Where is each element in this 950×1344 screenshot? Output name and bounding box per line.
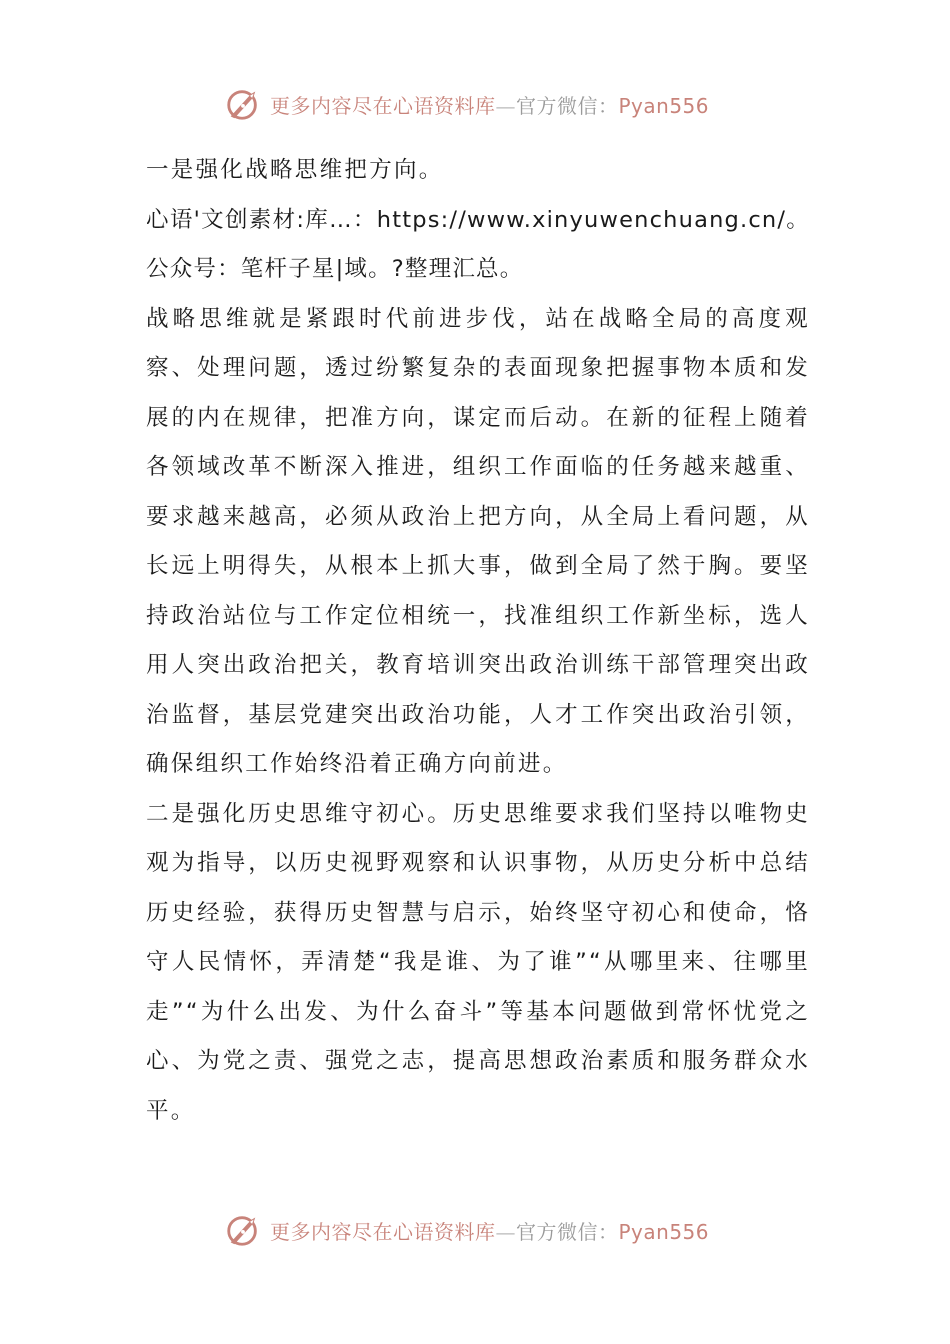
header-banner	[224, 82, 709, 126]
banner-separator: —	[495, 93, 516, 118]
banner-text	[270, 90, 709, 119]
body-paragraph-2: 二是强化历史思维守初心。历史思维要求我们坚持以唯物史观为指导，以历史视野观察和认识事物，从历史分析中总结历史经验，获得历史智慧与启示，始终坚守初心和使命，恪守人民情怀，弄清楚“我是谁、为了谁”“从哪里来、往哪里走”“为什么出发、为什么奋斗”等基本问题做到常怀忧党之心、为党之责、强党之志，提高思想政治素质和服务群众水平。	[146, 800, 810, 1124]
banner-title: 更多内容尽在心语资料库	[270, 1219, 496, 1244]
pen-nib-circle-icon	[224, 85, 262, 123]
body-paragraph-1: 战略思维就是紧跟时代前进步伐，站在战略全局的高度观察、处理问题，透过纷繁复杂的表面现象把握事物本质和发展的内在规律，把准方向，谋定而后动。在新的征程上随着各领域改革不断深入推进，组织工作面临的任务越来越重、要求越来越高，必须从政治上把方向，从全局上看问题，从长远上明得失，从根本上抓大事，做到全局了然于胸。要坚持政治站位与工作定位相统一，找准组织工作新坐标，选人用人突出政治把关，教育培训突出政治训练干部管理突出政治监督，基层党建突出政治功能，人才工作突出政治引领，确保组织工作始终沿着正确方向前进。	[146, 305, 810, 777]
source-note: 心语'文创素材:库…：https://www.xinyuwenchuang.cn/。公众号：笔杆子星|域。?整理汇总。	[146, 206, 810, 282]
banner-wechat-label: 官方微信：	[516, 1219, 619, 1244]
pen-nib-circle-icon	[224, 1211, 262, 1249]
document-body	[146, 146, 810, 1136]
banner-wechat-id: Pyan556	[618, 93, 710, 118]
section-heading-1: 一是强化战略思维把方向。	[146, 157, 444, 183]
banner-title: 更多内容尽在心语资料库	[270, 93, 496, 118]
footer-banner	[224, 1208, 709, 1252]
banner-wechat-id: Pyan556	[618, 1219, 710, 1244]
banner-separator: —	[495, 1219, 516, 1244]
banner-text	[270, 1216, 709, 1245]
banner-wechat-label: 官方微信：	[516, 93, 619, 118]
